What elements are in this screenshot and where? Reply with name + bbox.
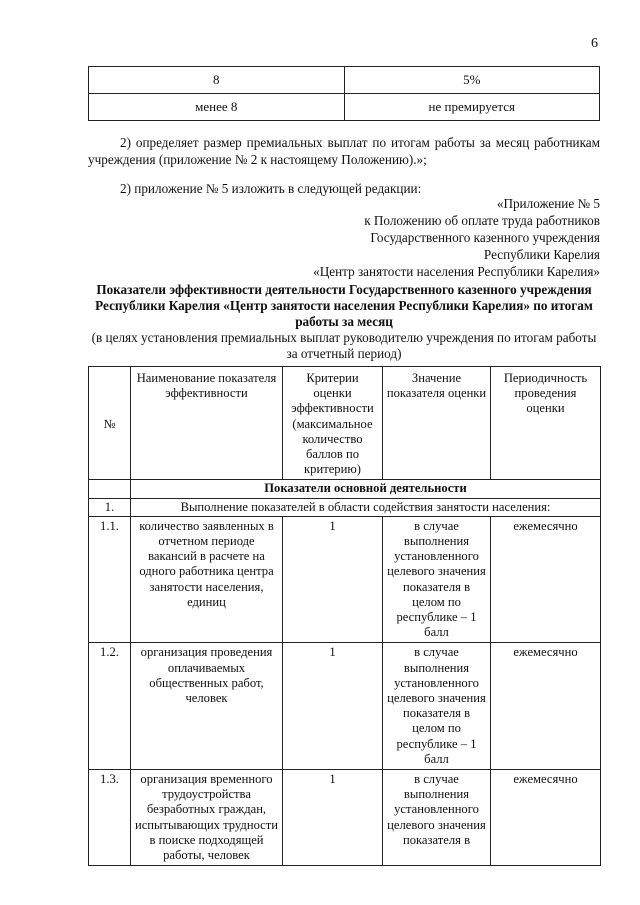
header-value: Значение показателя оценки bbox=[383, 367, 491, 480]
header-criteria: Критерии оценки эффективности (максимальное количество баллов по критерию) bbox=[283, 367, 383, 480]
table-cell: менее 8 bbox=[89, 94, 345, 121]
page-number: 6 bbox=[591, 36, 598, 51]
row-criteria: 1 bbox=[283, 643, 383, 770]
group-title: Выполнение показателей в области содействия занятости населения: bbox=[131, 498, 601, 516]
table-row bbox=[89, 67, 600, 94]
title-sub: (в целях установления премиальных выплат руководителю учреждения по итогам работы за отчетный период) bbox=[91, 330, 597, 361]
row-value: в случае выполнения установленного целевого значения показателя в целом по республике – 1 балл bbox=[383, 516, 491, 643]
table-cell: 5% bbox=[344, 67, 600, 94]
table-cell: не премируется bbox=[344, 94, 600, 121]
table-row bbox=[89, 770, 601, 866]
appendix-heading bbox=[313, 195, 600, 280]
empty-cell bbox=[89, 480, 131, 498]
indicators-table bbox=[88, 366, 601, 866]
row-criteria: 1 bbox=[283, 770, 383, 866]
group-num: 1. bbox=[89, 498, 131, 516]
row-num: 1.2. bbox=[89, 643, 131, 770]
section-title: Показатели основной деятельности bbox=[131, 480, 601, 498]
paragraph-appendix-intro: 2) приложение № 5 изложить в следующей редакции: bbox=[120, 181, 422, 196]
table-header-row bbox=[89, 367, 601, 480]
table-row bbox=[89, 94, 600, 121]
row-name: организация временного трудоустройства безработных граждан, испытывающих трудности в поиске подходящей работы, человек bbox=[131, 770, 283, 866]
header-period: Периодичность проведения оценки bbox=[491, 367, 601, 480]
row-value: в случае выполнения установленного целевого значения показателя в bbox=[383, 770, 491, 866]
row-value: в случае выполнения установленного целевого значения показателя в целом по республике – 1 балл bbox=[383, 643, 491, 770]
grade-table bbox=[88, 66, 600, 121]
appendix-line: Государственного казенного учреждения bbox=[370, 230, 600, 245]
table-cell: 8 bbox=[89, 67, 345, 94]
row-period: ежемесячно bbox=[491, 516, 601, 643]
row-num: 1.3. bbox=[89, 770, 131, 866]
title-main: Показатели эффективности деятельности Государственного казенного учреждения Республики Карелия «Центр занятости населения Республики Карелия» по итогам работы за месяц bbox=[95, 282, 593, 329]
group-row bbox=[89, 498, 601, 516]
appendix-line: Республики Карелия bbox=[483, 247, 600, 262]
paragraph-premium: 2) определяет размер премиальных выплат по итогам работы за месяц работникам учреждения (приложение № 2 к настоящему Положению).»; bbox=[88, 135, 600, 167]
row-criteria: 1 bbox=[283, 516, 383, 643]
appendix-line: «Приложение № 5 bbox=[496, 196, 600, 211]
row-num: 1.1. bbox=[89, 516, 131, 643]
document-title bbox=[88, 282, 600, 362]
header-num: № bbox=[89, 367, 131, 480]
header-name: Наименование показателя эффективности bbox=[131, 367, 283, 480]
appendix-line: к Положению об оплате труда работников bbox=[364, 213, 600, 228]
table-row bbox=[89, 643, 601, 770]
row-name: организация проведения оплачиваемых общественных работ, человек bbox=[131, 643, 283, 770]
appendix-line: «Центр занятости населения Республики Карелия» bbox=[313, 264, 600, 279]
row-period: ежемесячно bbox=[491, 770, 601, 866]
section-row bbox=[89, 480, 601, 498]
row-period: ежемесячно bbox=[491, 643, 601, 770]
row-name: количество заявленных в отчетном периоде вакансий в расчете на одного работника центра занятости населения, единиц bbox=[131, 516, 283, 643]
table-row bbox=[89, 516, 601, 643]
